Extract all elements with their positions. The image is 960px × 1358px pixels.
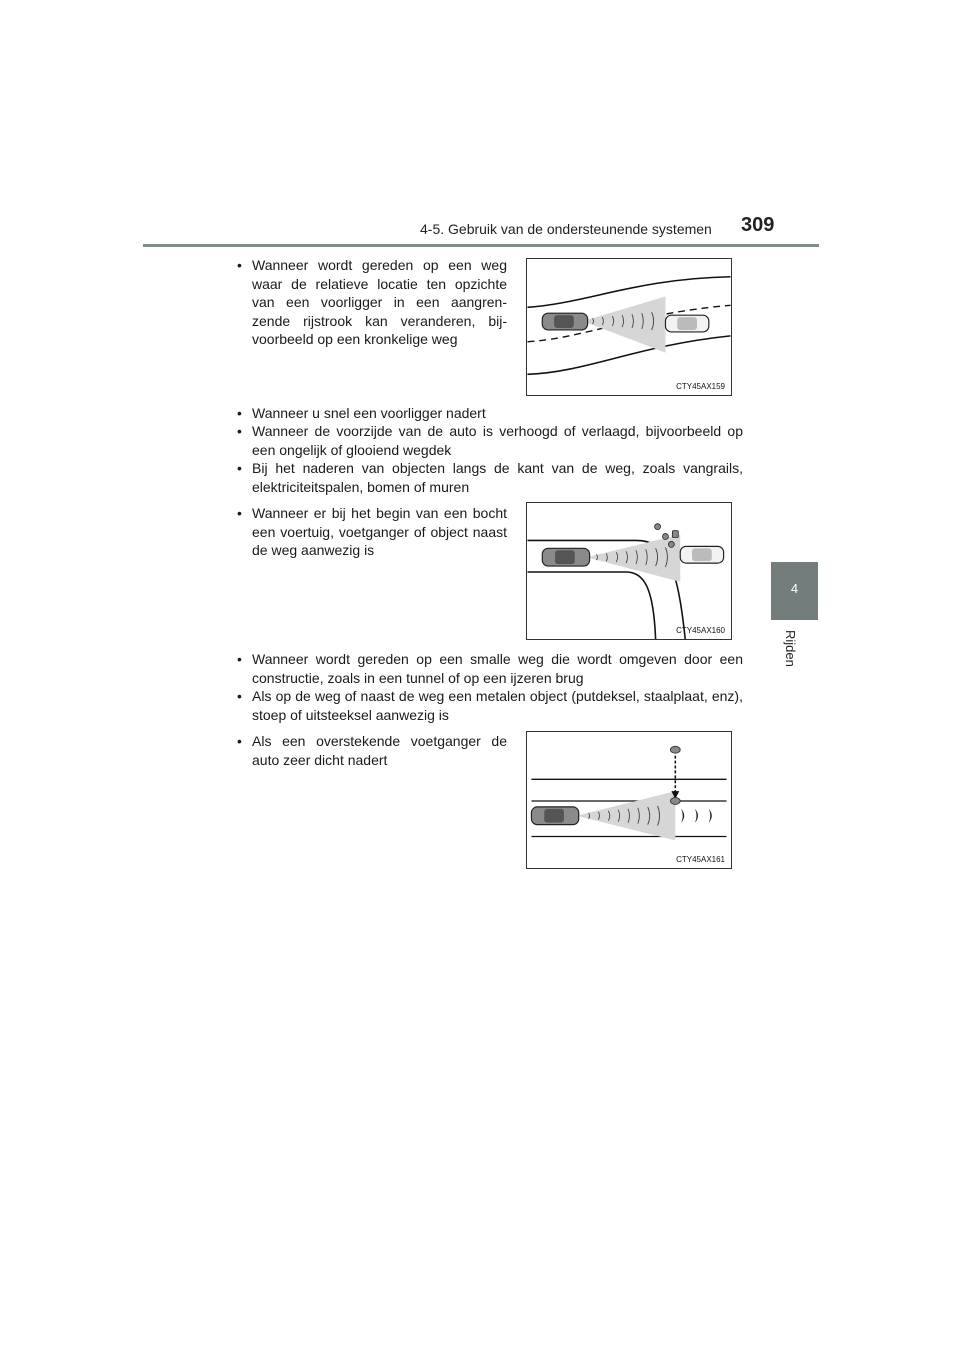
bullet-item xyxy=(237,459,743,496)
bullet-item xyxy=(237,404,743,423)
bullet-dot: • xyxy=(237,423,242,439)
page-number: 309 xyxy=(741,214,775,236)
bullet-dot: • xyxy=(237,460,242,476)
figure-code: CTY45AX159 xyxy=(676,382,725,391)
car-icon xyxy=(665,315,708,332)
figure-curve-entrance xyxy=(526,502,732,640)
bullet-dot: • xyxy=(237,405,242,421)
curved-road-illustration xyxy=(527,259,731,395)
section-title: 4-5. Gebruik van de ondersteunende systemen xyxy=(420,221,712,237)
bullet-text: Bij het naderen van objecten langs de kant van de weg, zoals vangrails, elektriciteitspalen, bomen of muren xyxy=(252,460,743,495)
bullet-text: Wanneer er bij het begin van een bocht een voertuig, voetganger of object naast de weg aanwezig is xyxy=(252,505,507,558)
car-icon xyxy=(531,807,578,825)
bullet-text: Wanneer de voorzijde van de auto is verhoogd of verlaagd, bijvoorbeeld op een ongelijk of glooiend wegdek xyxy=(252,423,743,458)
bullet-item xyxy=(237,504,507,560)
bullet-item xyxy=(237,650,743,687)
figure-curved-road xyxy=(526,258,732,396)
car-icon xyxy=(542,313,587,330)
bullet-text: Als een overstekende voetganger de auto zeer dicht nadert xyxy=(252,733,507,768)
bullet-dot: • xyxy=(237,688,242,704)
chapter-number: 4 xyxy=(790,581,799,596)
bullet-dot: • xyxy=(237,651,242,667)
chapter-tab[interactable] xyxy=(771,562,818,620)
bullet-dot: • xyxy=(237,257,242,273)
figure-code: CTY45AX160 xyxy=(676,626,725,635)
bullet-dot: • xyxy=(237,505,242,521)
chapter-label: Rijden xyxy=(783,630,798,667)
crossing-pedestrian-illustration xyxy=(527,732,731,868)
car-icon xyxy=(680,546,723,563)
curve-entrance-illustration xyxy=(527,503,731,639)
figure-code: CTY45AX161 xyxy=(676,855,725,864)
bullet-item xyxy=(237,687,743,724)
bullet-text: Wanneer u snel een voorligger nadert xyxy=(252,405,486,421)
bullet-text: Als op de weg of naast de weg een metalen object (putdeksel, staalplaat, enz), stoep of uitsteeksel aanwezig is xyxy=(252,688,743,723)
header-rule xyxy=(143,244,819,247)
figure-crossing-pedestrian xyxy=(526,731,732,869)
bullet-text: Wanneer wordt gereden op een weg waar de relatieve locatie ten opzichte van een voorligger in een aangren-zende rijstrook kan veranderen, bij-voorbeeld op een kronkelige weg xyxy=(252,257,507,347)
bullet-dot: • xyxy=(237,733,242,749)
bullet-item xyxy=(237,256,507,349)
car-icon xyxy=(542,548,589,566)
bullet-text: Wanneer wordt gereden op een smalle weg die wordt omgeven door een constructie, zoals in een tunnel of op een ijzeren brug xyxy=(252,651,743,686)
bullet-item xyxy=(237,732,507,769)
bullet-item xyxy=(237,422,743,459)
